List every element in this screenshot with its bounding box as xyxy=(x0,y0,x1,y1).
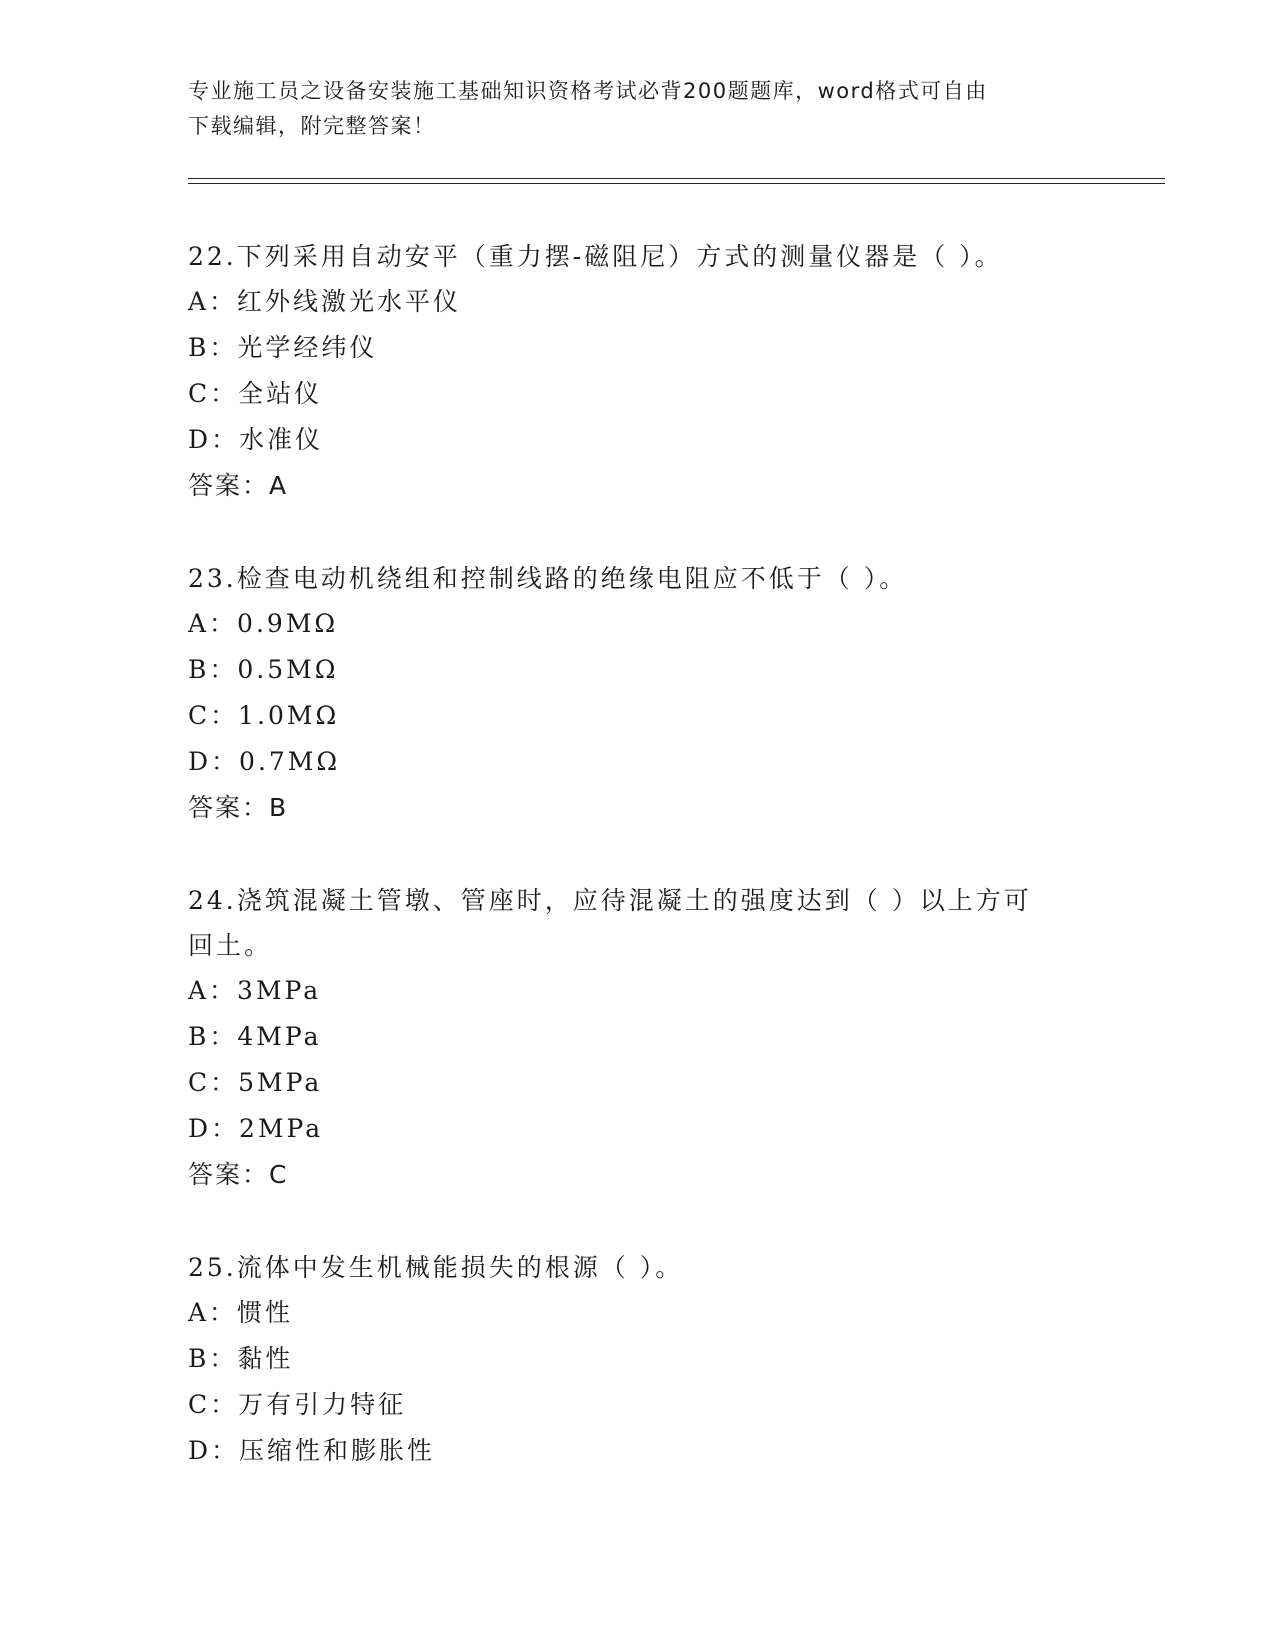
option-d: D：压缩性和膨胀性 xyxy=(188,1436,436,1465)
document-header xyxy=(188,74,1068,144)
option-b: B：0.5MΩ xyxy=(188,655,339,684)
option-b: B：光学经纬仪 xyxy=(188,333,378,362)
answer-line: 答案：A xyxy=(188,471,289,500)
question-stem: 22.下列采用自动安平（重力摆-磁阻尼）方式的测量仪器是（ ）。 xyxy=(188,242,1003,271)
question-22 xyxy=(188,234,1088,509)
option-d: D：2MPa xyxy=(188,1114,324,1143)
header-divider-bottom xyxy=(188,183,1165,184)
header-line-2: 下载编辑，附完整答案！ xyxy=(188,114,436,138)
question-stem: 25.流体中发生机械能损失的根源（ ）。 xyxy=(188,1253,684,1282)
header-divider-top xyxy=(188,178,1165,179)
question-stem: 23.检查电动机绕组和控制线路的绝缘电阻应不低于（ ）。 xyxy=(188,564,908,593)
question-24 xyxy=(188,878,1088,1198)
option-b: B：4MPa xyxy=(188,1022,322,1051)
question-25 xyxy=(188,1245,1088,1474)
option-c: C：全站仪 xyxy=(188,379,323,408)
option-a: A：红外线激光水平仪 xyxy=(188,287,462,316)
answer-line: 答案：C xyxy=(188,1160,289,1189)
answer-line: 答案：B xyxy=(188,793,289,822)
option-c: C：1.0MΩ xyxy=(188,701,340,730)
header-line-1: 专业施工员之设备安装施工基础知识资格考试必背200题题库，word格式可自由 xyxy=(188,79,988,103)
option-d: D：水准仪 xyxy=(188,425,324,454)
option-a: A：0.9MΩ xyxy=(188,609,339,638)
option-b: B：黏性 xyxy=(188,1344,294,1373)
option-c: C：5MPa xyxy=(188,1068,323,1097)
option-d: D：0.7MΩ xyxy=(188,747,341,776)
question-23 xyxy=(188,556,1088,831)
option-a: A：3MPa xyxy=(188,976,322,1005)
question-stem-line-1: 24.浇筑混凝土管墩、管座时，应待混凝土的强度达到（ ）以上方可 xyxy=(188,886,1032,915)
option-c: C：万有引力特征 xyxy=(188,1390,407,1419)
question-stem-line-2: 回土。 xyxy=(188,931,273,960)
option-a: A：惯性 xyxy=(188,1298,294,1327)
